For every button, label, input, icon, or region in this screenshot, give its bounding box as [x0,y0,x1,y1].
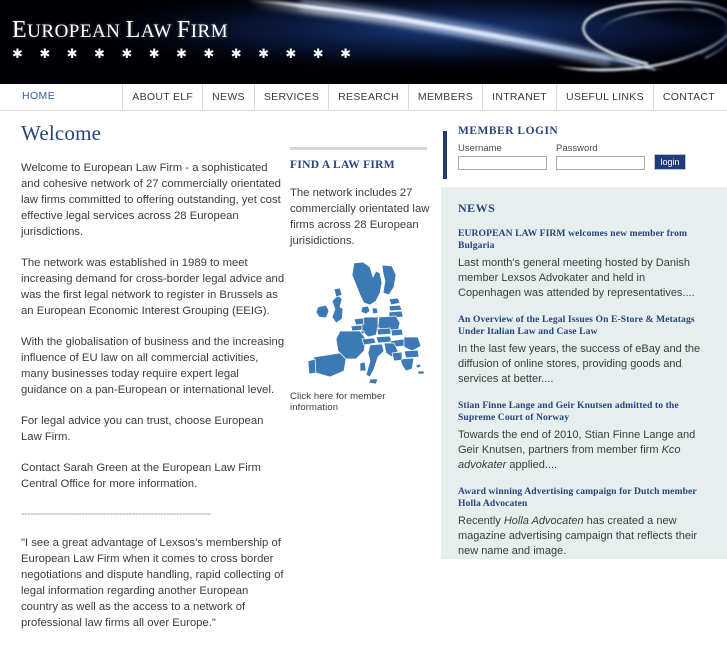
content-area [0,111,727,629]
nav-item-about-elf[interactable]: ABOUT ELF [123,84,203,110]
site-banner [0,0,727,84]
intro-paragraph-4: For legal advice you can trust, choose European Law Firm. [21,415,264,443]
intro-paragraph-5: Contact Sarah Green at the European Law Firm Central Office for more information. [21,462,261,490]
map-caption-link[interactable]: Click here for member information [290,391,386,413]
nav-item-members[interactable]: MEMBERS [409,84,483,110]
username-group [458,143,547,170]
site-logo[interactable] [12,18,358,60]
news-body-emphasis: Holla Advocaten [503,515,584,527]
news-item [458,314,711,387]
section-rule [290,147,427,150]
intro-paragraph-3: With the globalisation of business and the increasing influence of EU law on all commercial activities, many businesses today require expert legal guidance on a pan-European or international level. [21,336,285,396]
nav-item-research[interactable]: RESEARCH [329,84,409,110]
news-item-title[interactable]: Stian Finne Lange and Geir Knutsen admitted to the Supreme Court of Norway [458,400,679,423]
logo-wordmark: EUROPEAN LAW FIRM [12,17,229,43]
member-testimonial-quote: "I see a great advantage of Lexsos's membership of European Law Firm when it comes to cross border negotiations and dispute handling, rapid collecting of legal information regarding another European country as well as the access to a network of professional law firms all over Europe." [21,537,284,629]
news-body-pre: Towards the end of 2010, Stian Finne Lange and Geir Knutsen, partners from member firm [458,429,696,456]
text-divider: ------------------------------------------------------------ [21,508,211,520]
news-body-post: has created a new magazine advertising campaign that reflects their new name and image. [458,515,698,557]
nav-item-services[interactable]: SERVICES [255,84,329,110]
login-form [458,143,727,170]
news-item [458,486,711,559]
news-item-body [458,428,711,473]
intro-paragraph-1: Welcome to European Law Firm - a sophisticated and cohesive network of 27 commercially orientated law firms committed to offering outstanding, yet cost effective legal services across 28 European jurisdictions. [21,162,281,238]
member-login-panel [441,125,727,187]
europe-map-link[interactable] [290,261,427,413]
username-input[interactable] [458,156,547,170]
nav-item-intranet[interactable]: INTRANET [483,84,557,110]
news-panel [441,187,727,559]
nav-item-news[interactable]: NEWS [203,84,255,110]
news-item [458,400,711,473]
news-body-pre: Recently [458,515,504,527]
find-a-law-firm-column [290,111,430,413]
news-body-emphasis: Kco advokater [458,444,681,471]
news-item-title[interactable]: An Overview of the Legal Issues On E-Store & Metatags Under Italian Law and Case Law [458,314,695,337]
password-label: Password [556,143,598,154]
news-body-post: applied.... [506,459,558,471]
news-item [458,228,711,301]
main-navigation [0,84,727,111]
news-item-title[interactable]: Award winning Advertising campaign for Dutch member Holla Advocaten [458,486,697,509]
password-group [556,143,645,170]
right-sidebar [441,111,727,557]
logo-stars: ✱ ✱ ✱ ✱ ✱ ✱ ✱ ✱ ✱ ✱ ✱ ✱ ✱ [12,46,358,61]
nav-item-useful-links[interactable]: USEFUL LINKS [557,84,654,110]
username-label: Username [458,143,502,154]
find-firm-heading: FIND A LAW FIRM [290,159,395,171]
find-firm-body: The network includes 27 commercially orientated law firms across 28 European jurisidictions. [290,187,430,247]
password-input[interactable] [556,156,645,170]
login-button[interactable]: login [654,154,686,170]
nav-tab-list [122,84,727,110]
nav-item-home[interactable]: HOME [22,90,56,102]
intro-paragraph-2: The network was established in 1989 to meet increasing demand for cross-border legal advice and was the first legal network to register in Brussels as an European Economic Interest Grouping (EEIG). [21,257,285,317]
news-item-title[interactable]: EUROPEAN LAW FIRM welcomes new member from Bulgaria [458,228,688,251]
main-content-column [21,111,287,646]
page-title: Welcome [21,121,102,145]
news-item-body [458,514,711,559]
member-login-heading: MEMBER LOGIN [458,125,559,137]
europe-map-icon[interactable] [290,261,427,386]
news-item-body: In the last few years, the success of eBay and the diffusion of online stores, providing goods and services at better.... [458,343,701,385]
news-heading: NEWS [458,201,496,215]
nav-item-contact[interactable]: CONTACT [654,84,727,110]
news-item-body: Last month's general meeting hosted by Danish member Lexsos Advokater and held in Copenhagen was attended by representatives.... [458,257,695,299]
login-accent-bar [443,131,447,179]
